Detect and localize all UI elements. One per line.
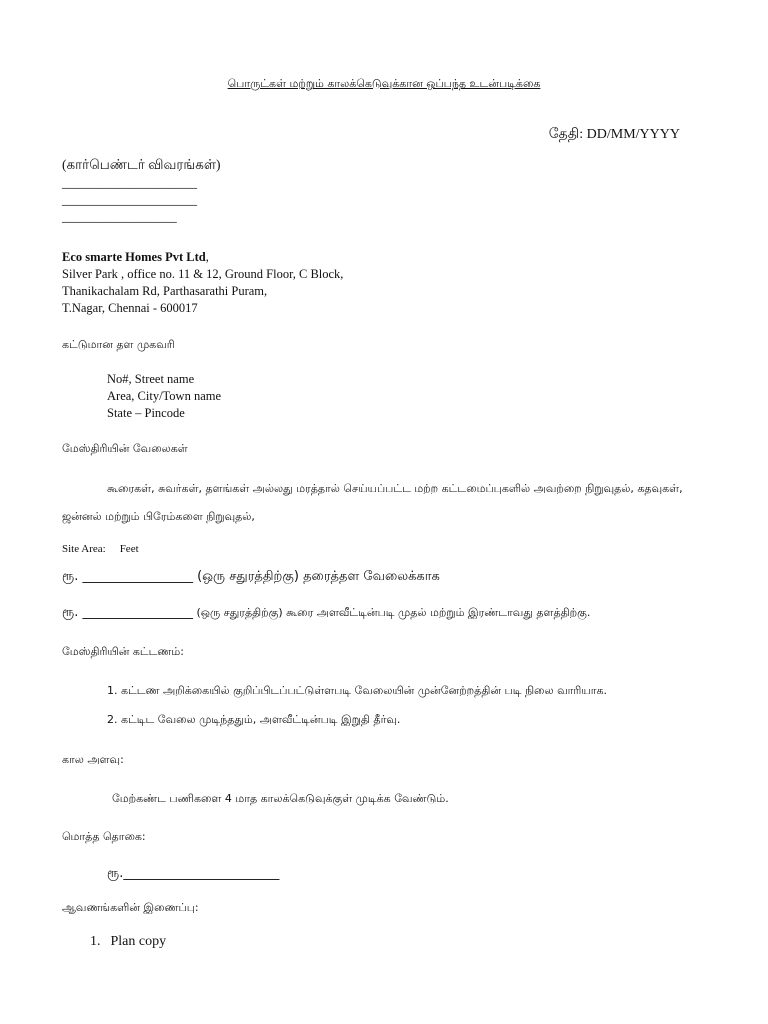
- company-name: Eco smarte Homes Pvt Ltd: [62, 250, 206, 264]
- attachments-label: ஆவணங்களின் இணைப்பு:: [62, 901, 199, 914]
- rate-1-prefix: ரூ.: [62, 569, 83, 584]
- company-address-line-2: Thanikachalam Rd, Parthasarathi Puram,: [62, 284, 268, 298]
- duration-text: மேற்கண்ட பணிகளை 4 மாத காலக்கெடுவுக்குள் முடிக்க வேண்டும்.: [112, 792, 449, 805]
- attachment-label: Plan copy: [110, 934, 167, 949]
- rate-2-prefix: ரூ.: [62, 605, 83, 620]
- rate-1-text: (ஒரு சதுரத்திற்கு) தரைத்தள வேலைக்காக: [192, 569, 440, 584]
- mason-work-label: மேஸ்திரியின் வேலைகள்: [62, 442, 188, 455]
- attachment-number: 1.: [90, 934, 101, 949]
- rate-line-1: [62, 569, 440, 585]
- date-line: தேதி: DD/MM/YYYY: [548, 127, 680, 142]
- rate-2-text: (ஒரு சதுரத்திற்கு) கூரை அளவீட்டின்படி முதல் மற்றும் இரண்டாவது தளத்திற்கு.: [192, 606, 591, 619]
- carpenter-blank-line-1: ____________________: [62, 175, 197, 190]
- site-area-unit: Feet: [119, 543, 139, 555]
- site-area-label: Site Area:: [62, 543, 106, 555]
- attachment-item: [90, 934, 166, 950]
- company-name-line: [62, 250, 209, 265]
- site-address-line-2: Area, City/Town name: [107, 389, 222, 403]
- company-name-suffix: ,: [205, 250, 209, 264]
- mason-work-line-2: ஜன்னல் மற்றும் பிரேம்களை நிறுவுதல்,: [62, 510, 255, 523]
- company-address-line-3: T.Nagar, Chennai - 600017: [62, 301, 198, 315]
- site-address-line-3: State – Pincode: [107, 406, 185, 420]
- carpenter-blank-line-2: ____________________: [62, 192, 197, 207]
- rate-1-blank: _________________: [82, 569, 193, 584]
- total-amount-line: ரூ.________________________: [107, 866, 280, 881]
- site-area-line: [62, 543, 139, 555]
- mason-fee-label: மேஸ்திரியின் கட்டணம்:: [62, 645, 184, 658]
- total-amount-label: மொத்த தொகை:: [62, 830, 146, 843]
- carpenter-blank-line-3: _________________: [62, 209, 177, 224]
- document-title: பொருட்கள் மற்றும் காலக்கெடுவுக்கான ஒப்பந்த உடன்படிக்கை: [227, 77, 541, 90]
- mason-work-line-1: கூரைகள், சுவர்கள், தளங்கள் அல்லது மரத்தால் செய்யப்பட்ட மற்ற கட்டமைப்புகளில் அவற்றை நிறுவுதல், கதவுகள்,: [107, 482, 683, 495]
- site-address-label: கட்டுமான தள முகவரி: [62, 338, 175, 351]
- company-address-line-1: Silver Park , office no. 11 & 12, Ground Floor, C Block,: [62, 267, 344, 281]
- fee-item-2: 2. கட்டிட வேலை முடிந்ததும், அளவீட்டின்படி இறுதி தீர்வு.: [107, 713, 401, 726]
- fee-item-1: 1. கட்டண அறிக்கையில் குறிப்பிடப்பட்டுள்ளபடி வேலையின் முன்னேற்றத்தின் படி நிலை வாரியாக.: [107, 684, 607, 697]
- duration-label: கால அளவு:: [62, 753, 124, 766]
- site-address-line-1: No#, Street name: [107, 372, 195, 386]
- carpenter-details-label: (கார்பெண்டர் விவரங்கள்): [62, 157, 221, 172]
- rate-2-blank: _________________: [82, 605, 193, 620]
- rate-line-2: [62, 605, 590, 621]
